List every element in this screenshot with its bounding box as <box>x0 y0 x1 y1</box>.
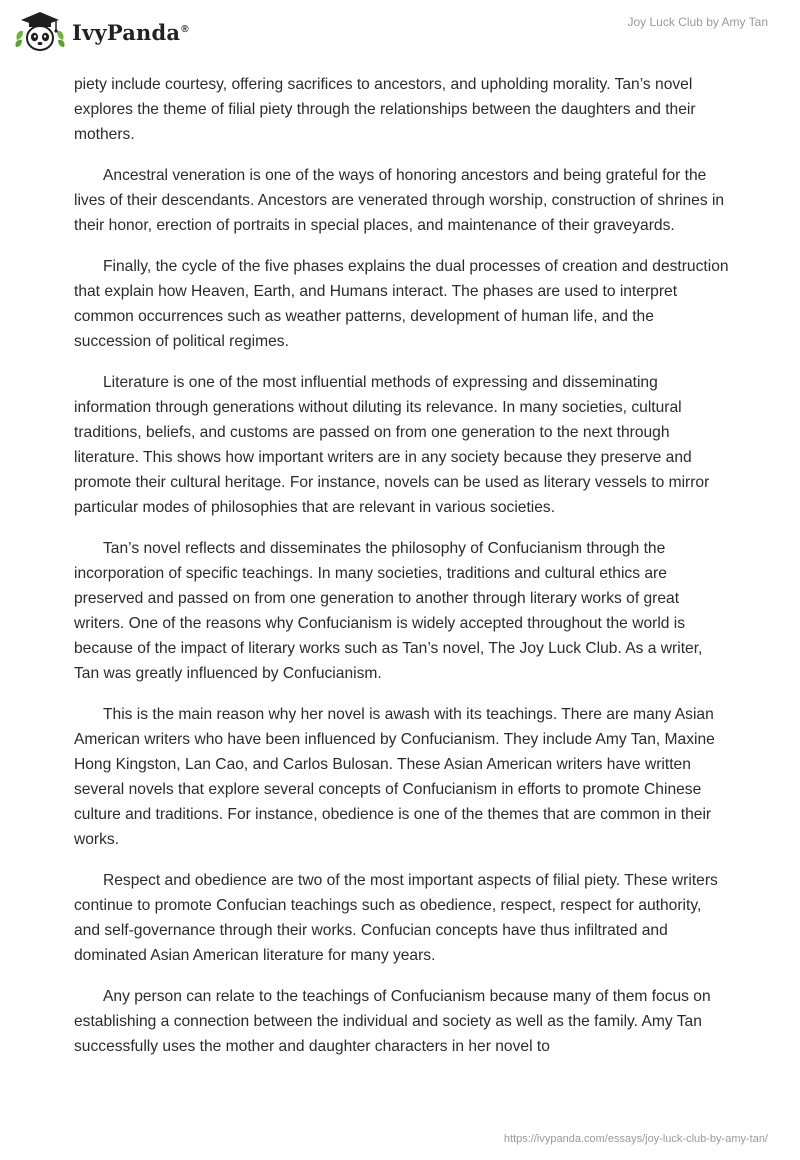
paragraph: Ancestral veneration is one of the ways of honoring ancestors and being grateful for the lives of their descendants. Ancestors are venerated through worship, construction of shrines in their honor, erection of portraits in special places, and maintenance of their graveyards. <box>74 167 725 234</box>
brand-name: IvyPanda® <box>72 19 189 45</box>
paragraph: piety include courtesy, offering sacrifices to ancestors, and upholding morality. Tan’s novel explores the theme of filial piety through the relationships between the daughters and their mothers. <box>74 76 696 143</box>
paragraph: Respect and obedience are two of the most important aspects of filial piety. These writers continue to promote Confucian teachings such as obedience, respect, respect for authority, and self-governance through their works. Confucian concepts have thus infiltrated and dominated Asian American literature for many years. <box>74 872 718 964</box>
page-header <box>0 0 800 70</box>
document-title: Joy Luck Club by Amy Tan <box>627 15 768 29</box>
essay-body <box>74 72 729 1075</box>
paragraph: This is the main reason why her novel is awash with its teachings. There are many Asian American writers who have been influenced by Confucianism. They include Amy Tan, Maxine Hong Kingston, Lan Cao, and Carlos Bulosan. These Asian American writers have written several novels that explore several concepts of Confucianism in efforts to promote Chinese culture and traditions. For instance, obedience is one of the themes that are common in their works. <box>74 706 715 848</box>
paragraph: Literature is one of the most influential methods of expressing and disseminating information through generations without diluting its relevance. In many societies, cultural traditions, beliefs, and customs are passed on from one generation to the next through literature. This shows how important writers are in any society because they preserve and promote their cultural heritage. For instance, novels can be used as literary vessels to mirror particular modes of philosophies that are relevant in various societies. <box>74 374 710 516</box>
paragraph: Any person can relate to the teachings of Confucianism because many of them focus on establishing a connection between the individual and society as well as the family. Amy Tan successfully uses the mother and daughter characters in her novel to <box>74 988 711 1055</box>
source-url[interactable]: https://ivypanda.com/essays/joy-luck-club-by-amy-tan/ <box>503 1133 768 1145</box>
panda-graduate-icon <box>14 10 66 54</box>
paragraph: Tan’s novel reflects and disseminates the philosophy of Confucianism through the incorporation of specific teachings. In many societies, traditions and cultural ethics are preserved and passed on from one generation to another through literary works of great writers. One of the reasons why Confucianism is widely accepted throughout the world is because of the impact of literary works such as Tan’s novel, The Joy Luck Club. As a writer, Tan was greatly influenced by Confucianism. <box>74 540 703 682</box>
ivypanda-logo[interactable] <box>14 10 189 54</box>
paragraph: Finally, the cycle of the five phases explains the dual processes of creation and destruction that explain how Heaven, Earth, and Humans interact. The phases are used to interpret common occurrences such as weather patterns, development of human life, and the succession of political regimes. <box>74 258 729 350</box>
